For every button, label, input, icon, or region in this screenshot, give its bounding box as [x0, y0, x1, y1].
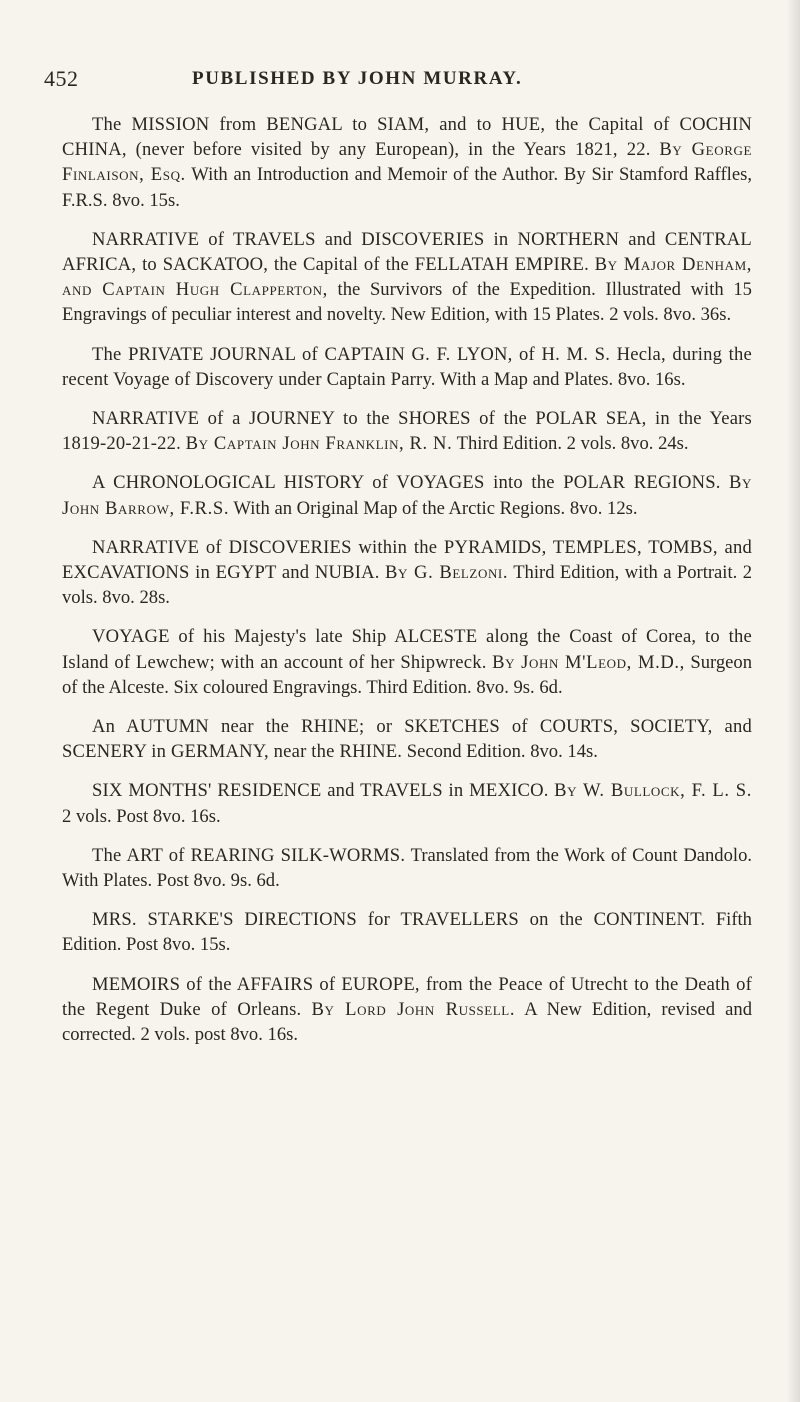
entry-title: MEMOIRS of the AFFAIRS of EUROPE, from the Peace of Utrecht to the Death of the Regent Duke of Orleans. [62, 973, 752, 1020]
entry-title: The PRIVATE JOURNAL of CAPTAIN G. F. LYON, of H. M. S. Hecla, during the recent Voyage of Discovery under Captain Parry. [62, 343, 752, 390]
entry-author: By W. Bullock, F. L. S. [554, 780, 752, 802]
entry-title: VOYAGE of his Majesty's late Ship ALCESTE along the Coast of Corea, to the Island of Lewchew; with an account of her Shipwreck. [62, 626, 752, 673]
entry-details: Fifth Edition. Post 8vo. 15s. [62, 909, 752, 956]
entry-title: NARRATIVE of DISCOVERIES within the PYRAMIDS, TEMPLES, TOMBS, and EXCAVATIONS in EGYPT and NUBIA. [62, 536, 752, 584]
entry-author: By G. Belzoni. [385, 562, 509, 584]
entry-details: Third Edition. 2 vols. 8vo. 24s. [456, 433, 689, 455]
entry-details: Surgeon of the Alceste. Six coloured Engravings. Third Edition. 8vo. 9s. 6d. [62, 651, 752, 698]
entry-author: By Lord John Russell. [311, 998, 516, 1020]
entry-details: Third Edition, with a Portrait. 2 vols. 8vo. 28s. [62, 562, 752, 609]
entry-title: An AUTUMN near the RHINE; or SKETCHES of COURTS, SOCIETY, and SCENERY in GERMANY, near the RHINE. [62, 716, 752, 763]
entry-title: SIX MONTHS' RESIDENCE and TRAVELS in MEXICO. [92, 780, 549, 802]
catalogue-entry [62, 342, 752, 392]
catalogue-list [62, 112, 752, 1061]
entry-title: NARRATIVE of a JOURNEY to the SHORES of the POLAR SEA, in the Years 1819-20-21-22. [62, 408, 752, 455]
entry-author: By George Finlaison, Esq. [62, 139, 752, 186]
entry-details: A New Edition, revised and corrected. 2 vols. post 8vo. 16s. [62, 998, 753, 1046]
catalogue-entry [62, 227, 752, 328]
entry-title: The MISSION from BENGAL to SIAM, and to HUE, the Capital of COCHIN CHINA, (never before visited by any European), in the Years 1821, 22. [62, 114, 752, 161]
catalogue-entry [62, 843, 752, 893]
page-header [44, 66, 764, 96]
catalogue-entry [62, 972, 752, 1048]
entry-details: 2 vols. Post 8vo. 16s. [62, 805, 221, 827]
running-head: PUBLISHED BY JOHN MURRAY. [192, 68, 523, 89]
page-number: 452 [44, 66, 79, 91]
entry-details: Second Edition. 8vo. 14s. [406, 741, 598, 763]
entry-title: NARRATIVE of TRAVELS and DISCOVERIES in NORTHERN and CENTRAL AFRICA, to SACKATOO, the Capital of the FELLATAH EMPIRE. [62, 228, 752, 276]
entry-details: With an Introduction and Memoir of the Author. By Sir Stamford Raffles, F.R.S. 8vo. 15s. [62, 164, 752, 211]
entry-details: With an Original Map of the Arctic Regions. 8vo. 12s. [233, 497, 638, 519]
entry-title: The ART of REARING SILK-WORMS. [92, 844, 406, 866]
catalogue-entry [62, 112, 752, 213]
catalogue-entry [62, 624, 752, 700]
catalogue-entry [62, 907, 752, 957]
catalogue-entry [62, 470, 752, 520]
entry-title: MRS. STARKE'S DIRECTIONS for TRAVELLERS on the CONTINENT. [92, 909, 706, 931]
entry-author: By John Barrow, F.R.S. [62, 472, 752, 519]
entry-author: By Captain John Franklin, R. N. [185, 433, 453, 455]
page-edge-shadow [786, 0, 800, 1402]
entry-details: the Survivors of the Expedition. Illustrated with 15 Engravings of peculiar interest and novelty. New Edition, with 15 Plates. 2 vols. 8vo. 36s. [62, 279, 752, 326]
entry-author: By Major Denham, and Captain Hugh Clapperton, [62, 254, 752, 301]
entry-details: Translated from the Work of Count Dandolo. With Plates. Post 8vo. 9s. 6d. [62, 844, 753, 892]
entry-details: With a Map and Plates. 8vo. 16s. [439, 368, 686, 390]
catalogue-entry [62, 714, 752, 764]
catalogue-entry [62, 535, 752, 611]
entry-author: By John M'Leod, M.D., [492, 651, 685, 673]
catalogue-entry [62, 406, 752, 456]
catalogue-entry [62, 778, 752, 828]
entry-title: A CHRONOLOGICAL HISTORY of VOYAGES into the POLAR REGIONS. [92, 472, 721, 494]
